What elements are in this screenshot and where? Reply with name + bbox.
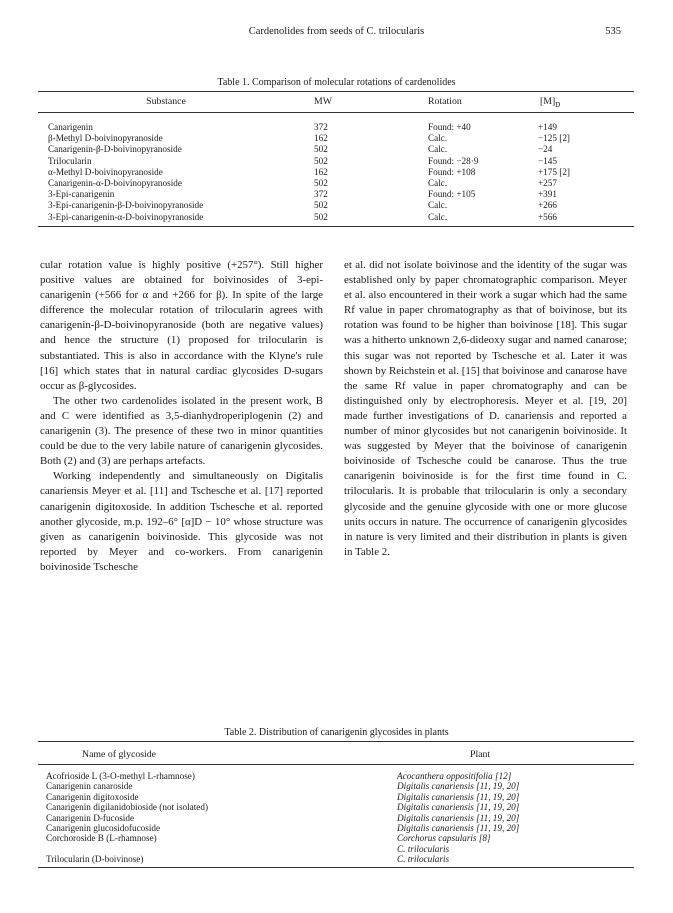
paragraph: cular rotation value is highly positive (+257°). Still higher positive values are obtained for boivinosides of 3-epi-canarigenin (+566 for α and +266 for β). In spite of the large difference the molecular rotation of trilocularin agrees with canarigenin-β-D-boivinopyranoside (both are negative values) and hence the structure (1) proposed for trilocularin is substantiated. This is also in accordance with the Klyne's rule [16] which states that in natural cardiac glycosides D-sugars occur as β-glycosides. xyxy=(40,259,323,392)
table1-cell-rotation: Found: +40 xyxy=(428,122,471,132)
table2-caption: Table 2. Distribution of canarigenin glycosides in plants xyxy=(224,727,449,738)
table2-cell-glycoside: Canarigenin digitoxoside xyxy=(46,791,139,802)
table1-cell-rotation: Calc. xyxy=(428,200,448,211)
table1-cell-rotation: Found: +105 xyxy=(428,189,476,200)
table1-cell-m: +175 [2] xyxy=(538,166,570,177)
table1-cell-rotation: Calc. xyxy=(428,144,448,155)
table1-cell-m: +149 xyxy=(538,122,557,132)
table1-header-rotation: Rotation xyxy=(428,96,462,107)
paragraph: The other two cardenolides isolated in the present work, B and C were identified as 3,5-dianhydroperiplogenin (2) and canarigenin (3). The presence of these two in minor quantities could be due to the very labile nature of canarigenin glycosides. Both (2) and (3) are perhaps artefacts. xyxy=(40,394,323,468)
paragraph: et al. did not isolate boivinose and the identity of the sugar was established only by paper chromatographic comparison. Meyer et al. also encountered in their work a sugar which had the same Rf value in paper chromatography as that of boivinose, but its rotation was found to be higher than boivinose [18]. This sugar was a hitherto unknown 2,6-dideoxy sugar and named canarose; this sugar was not reported by Tschesche et al. Later it was shown by Reichstein et al. [15] that boivinose and canarose have the same Rf value in paper chromatography and can be distinguished only by electrophoresis. Meyer et al. [19, 20] made further investigations of D. canariensis and reported a number of minor glycosides but not canarigenin boivinoside. It was suggested by Meyer that the boivinose of canarigenin boivinoside of Tschesche could be canarose. Thus the true canarigenin boivinoside is for the first time found in C. trilocularis. It is probable that trilocularin is only a secondary glycoside and the genuine glycoside with one or more glucose units occurs in nature. The occurrence of canarigenin glycosides in nature is very limited and their distribution in plants is given in Table 2. xyxy=(344,259,627,558)
table2-header-rule xyxy=(38,764,634,765)
table1-cell-m: +391 xyxy=(538,189,557,200)
table1-cell-mw: 162 xyxy=(314,133,328,144)
table1-cell-mw: 372 xyxy=(314,189,328,200)
table1-cell-mw: 372 xyxy=(314,122,328,132)
table2-cell-plant: Digitalis canariensis [11, 19, 20] xyxy=(397,812,520,823)
table1-cell-substance: Canarigenin-α-D-boivinopyranoside xyxy=(48,178,182,188)
table1-cell-mw: 162 xyxy=(314,166,328,177)
table2-cell-glycoside: Canarigenin glucosidofucoside xyxy=(46,823,161,833)
table1-cell-mw: 502 xyxy=(314,211,328,222)
table1-cell-m: −24 xyxy=(538,144,553,155)
table1-cell-mw: 502 xyxy=(314,144,328,155)
table1-cell-m: +566 xyxy=(538,211,557,222)
table1-cell-rotation: Calc. xyxy=(428,133,448,144)
running-title: Cardenolides from seeds of C. trilocularis xyxy=(248,26,425,37)
table1-cell-substance: Trilocularin xyxy=(48,155,92,166)
table2-cell-glycoside: Trilocularin (D-boivinose) xyxy=(46,854,144,865)
table1-cell-m: −145 xyxy=(538,155,557,166)
table1-bottom-rule xyxy=(38,226,634,227)
table2-cell-glycoside: Corchoroside B (L-rhamnose) xyxy=(46,833,157,844)
table1-cell-rotation: Calc. xyxy=(428,178,448,188)
table1-caption: Table 1. Comparison of molecular rotations of cardenolides xyxy=(217,77,456,88)
table1-header-mw: MW xyxy=(314,96,332,107)
table2-top-rule xyxy=(38,741,634,742)
table1-top-rule xyxy=(38,91,634,92)
table1-cell-mw: 502 xyxy=(314,178,328,188)
table2-cell-plant: Digitalis canariensis [11, 19, 20] xyxy=(397,791,520,802)
table2-cell-plant: C. trilocularis xyxy=(397,843,450,854)
table1-cell-rotation: Found: −28·9 xyxy=(428,155,479,166)
table2-cell-glycoside: Canarigenin D-fucoside xyxy=(46,812,135,823)
page-number: 535 xyxy=(605,26,621,37)
table1-cell-substance: 3-Epi-canarigenin xyxy=(48,189,115,200)
table1-cell-substance: 3-Epi-canarigenin-β-D-boivinopyranoside xyxy=(48,200,204,211)
table2-cell-plant: Corchorus capsularis [8] xyxy=(397,833,491,844)
table2-cell-plant: Digitalis canariensis [11, 19, 20] xyxy=(397,802,520,813)
table2-cell-plant: C. trilocularis xyxy=(397,854,450,865)
table1-cell-m: −125 [2] xyxy=(538,133,570,144)
table2-cell-glycoside: Canarigenin digilanidobioside (not isolated) xyxy=(46,802,209,813)
table1-cell-substance: Canarigenin-β-D-boivinopyranoside xyxy=(48,144,182,155)
table1-cell-substance: Canarigenin xyxy=(48,122,93,132)
table1-cell-rotation: Calc. xyxy=(428,211,448,222)
table2-cell-plant: Acocanthera oppositifolia [12] xyxy=(397,771,512,781)
table1-cell-m: +266 xyxy=(538,200,557,211)
table1-cell-rotation: Found: +108 xyxy=(428,166,476,177)
table2-cell-plant: Digitalis canariensis [11, 19, 20] xyxy=(397,781,520,792)
table1-cell-m: +257 xyxy=(538,178,557,188)
table2-cell-plant: Digitalis canariensis [11, 19, 20] xyxy=(397,823,520,833)
table1-cell-mw: 502 xyxy=(314,155,328,166)
table1-cell-mw: 502 xyxy=(314,200,328,211)
table2-cell-glycoside: Canarigenin canaroside xyxy=(46,781,133,792)
table2-cell-glycoside: Acofrioside L (3-O-methyl L-rhamnose) xyxy=(46,771,195,781)
body-right-column xyxy=(344,258,627,560)
table2-bottom-rule xyxy=(38,867,634,868)
table1-header-substance: Substance xyxy=(146,96,186,107)
table2-header-plant: Plant xyxy=(470,749,491,760)
paragraph: Working independently and simultaneously on Digitalis canariensis Meyer et al. [11] and Tschesche et al. [17] reported canarigenin digitoxoside. In addition Tschesche et al. reported another glycoside, m.p. 192–6° [α]D − 10° whose structure was given as canarigenin boivinoside. This glycoside was not reported by Meyer and co-workers. From canarigenin boivinoside Tschesche xyxy=(40,470,323,573)
table1-cell-substance: α-Methyl D-boivinopyranoside xyxy=(48,166,163,177)
table2-header-glycoside: Name of glycoside xyxy=(82,749,156,760)
table1-header-rule xyxy=(38,112,634,113)
table1-cell-substance: 3-Epi-canarigenin-α-D-boivinopyranoside xyxy=(48,211,204,222)
table1-cell-substance: β-Methyl D-boivinopyranoside xyxy=(48,133,163,144)
table1-header-m: $[M]_D$ xyxy=(540,96,561,109)
body-left-column xyxy=(40,258,323,575)
